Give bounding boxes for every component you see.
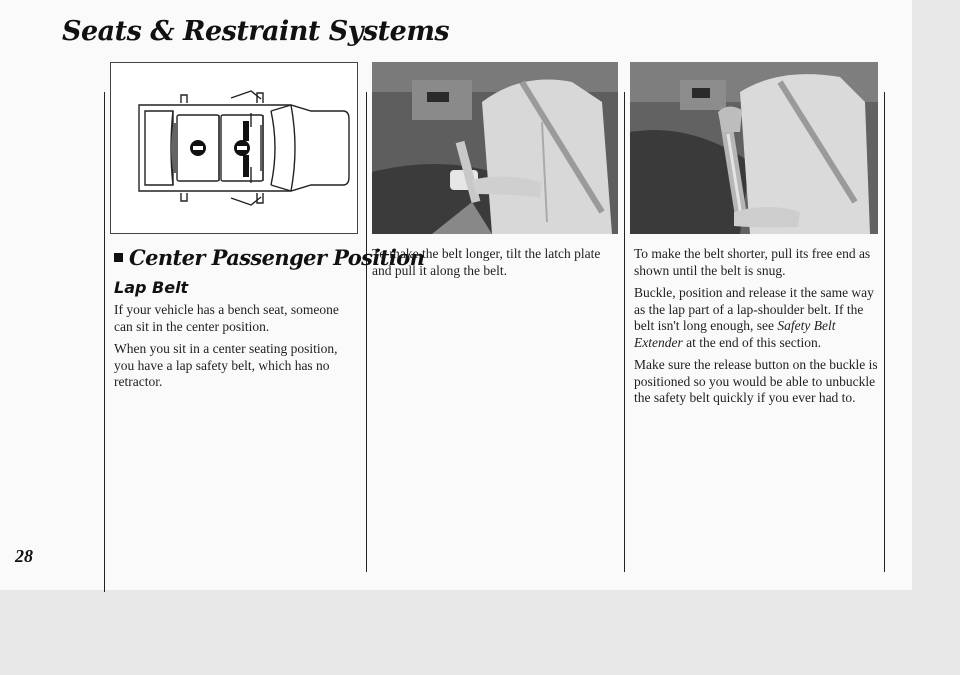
left-column-text [114, 302, 360, 397]
column-rule-right [884, 92, 885, 572]
paragraph: When you sit in a center seating position, you have a lap safety belt, which has no retractor. [114, 341, 338, 389]
bullet-icon [114, 253, 123, 262]
section-title: Seats & Restraint Systems [62, 16, 450, 47]
paragraph: To make the belt longer, tilt the latch plate and pull it along the belt. [372, 246, 601, 278]
right-column-text [634, 246, 878, 413]
paragraph-text: at the end of this section. [686, 334, 822, 350]
heading-text: Center Passenger Position [129, 245, 425, 270]
page-number: 28 [15, 546, 33, 566]
photo-shorten-belt [630, 62, 878, 234]
paragraph [634, 285, 878, 351]
paragraph: To make the belt shorter, pull its free end as shown until the belt is snug. [634, 246, 871, 278]
column-rule-right-inner [624, 92, 625, 572]
middle-column-text [372, 246, 612, 285]
car-seating-diagram [110, 62, 358, 234]
column-rule-middle [366, 92, 367, 572]
photo-lengthen-belt [372, 62, 618, 234]
paragraph: If your vehicle has a bench seat, someone can sit in the center position. [114, 302, 339, 334]
subheading: Lap Belt [114, 278, 189, 297]
cross-reference: Safety Belt Extender [634, 318, 836, 350]
paragraph: Make sure the release button on the buckle is positioned so you would be able to unbuckle the safety belt quickly if you ever had to. [634, 357, 878, 405]
paragraph-text: Buckle, position and release it the same way as the lap part of a lap-shoulder belt. If the belt isn't long enough, see [634, 285, 874, 333]
column-rule-left [104, 92, 105, 592]
